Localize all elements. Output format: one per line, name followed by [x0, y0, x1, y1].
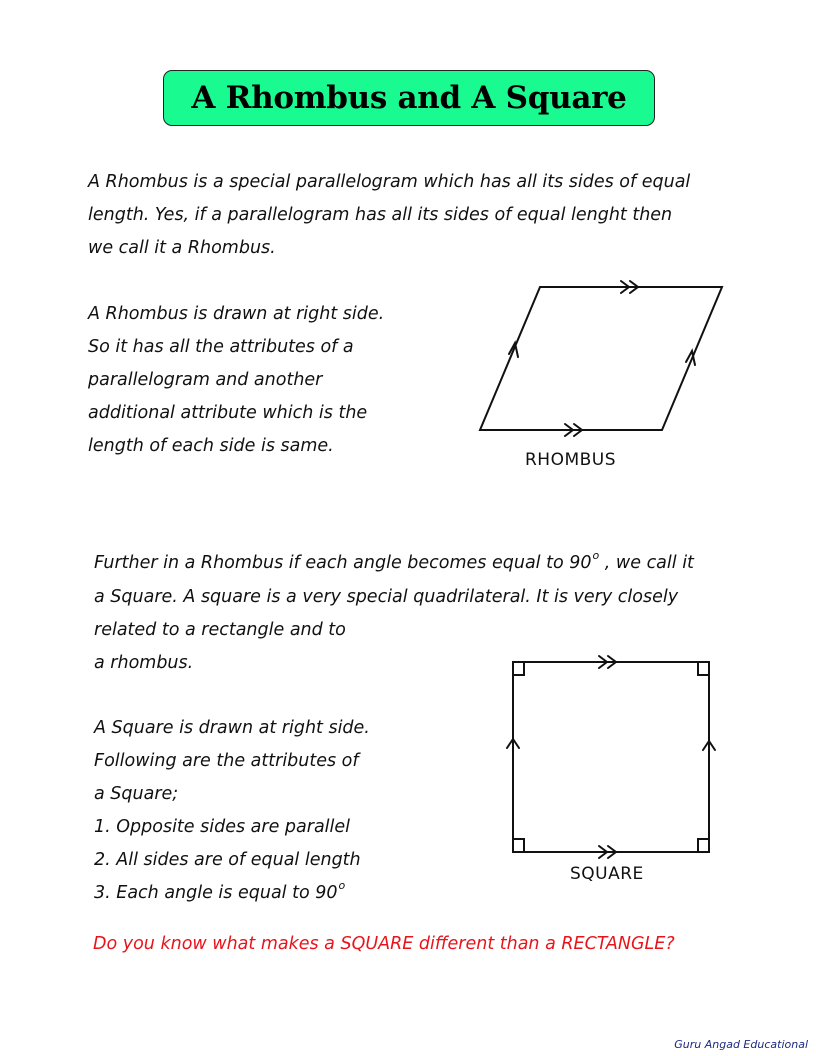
page-title: A Rhombus and A Square [191, 80, 627, 116]
text-line: length. Yes, if a parallelogram has all its sides of equal lenght then [88, 205, 673, 225]
text-fragment: Further in a Rhombus if each angle becomes equal to 90 [94, 553, 592, 573]
attribute-item: 2. All sides are of equal length [94, 850, 361, 870]
text-line: So it has all the attributes of a [88, 337, 354, 357]
rhombus-label: RHOMBUS [525, 450, 617, 470]
footer-credit: Guru Angad Educational [674, 1038, 808, 1051]
text-line: length of each side is same. [88, 436, 334, 456]
text-line: related to a rectangle and to [94, 620, 346, 640]
right-angle-mark [698, 662, 709, 675]
text-line: we call it a Rhombus. [88, 238, 276, 258]
text-line: A Square is drawn at right side. [94, 718, 370, 738]
square-shape [513, 662, 709, 852]
attribute-item: 1. Opposite sides are parallel [94, 817, 351, 837]
text-line: additional attribute which is the [88, 403, 368, 423]
closing-question: Do you know what makes a SQUARE different than a RECTANGLE? [93, 934, 675, 954]
text-line: parallelogram and another [88, 370, 323, 390]
text-line: Following are the attributes of [94, 751, 359, 771]
text-line: A Rhombus is a special parallelogram which has all its sides of equal [88, 172, 691, 192]
text-fragment: 3. Each angle is equal to 90 [94, 883, 338, 903]
text-line: A Rhombus is drawn at right side. [88, 304, 385, 324]
right-angle-mark [513, 839, 524, 852]
right-angle-mark [513, 662, 524, 675]
right-angle-mark [698, 839, 709, 852]
text-line: a rhombus. [94, 653, 194, 673]
text-line: a Square. A square is a very special quadrilateral. It is very closely [94, 587, 679, 607]
degree-mark: o [592, 549, 600, 562]
text-line: a Square; [94, 784, 179, 804]
text-fragment: , we call it [599, 553, 694, 573]
degree-mark: o [338, 879, 346, 892]
square-label: SQUARE [570, 864, 644, 884]
